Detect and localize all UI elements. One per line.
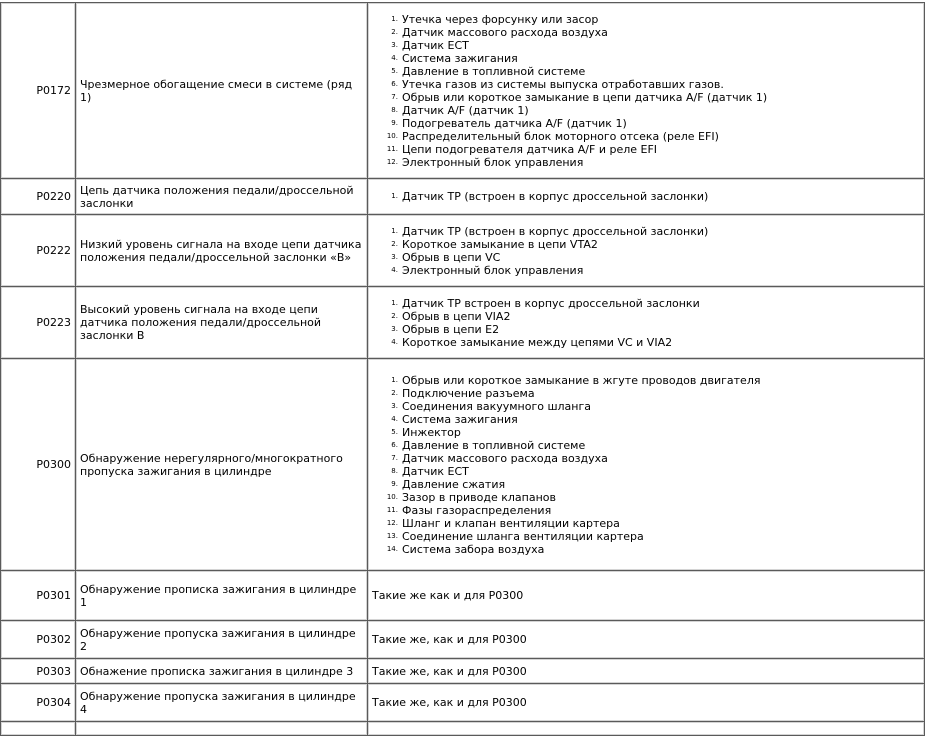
cause-item: Короткое замыкание между цепями VC и VIA2	[402, 335, 673, 349]
causes-list	[372, 374, 920, 556]
dtc-description: Цепь датчика положения педали/дроссельной заслонки	[76, 179, 368, 215]
dtc-description: Низкий уровень сигнала на входе цепи датчика положения педали/дроссельной заслонки «В»	[76, 215, 368, 287]
dtc-code: P0300	[1, 359, 76, 571]
dtc-causes	[368, 359, 925, 571]
cause-item: Соединение шланга вентиляции картера	[402, 529, 644, 543]
cause-item: Короткое замыкание в цепи VTA2	[402, 237, 598, 251]
cause-item: Давление сжатия	[402, 477, 506, 491]
table-row	[1, 215, 925, 287]
cause-item: Обрыв или короткое замыкание в цепи датчика A/F (датчик 1)	[402, 90, 768, 104]
dtc-causes	[368, 287, 925, 359]
dtc-causes-note: Такие же, как и для P0300	[368, 659, 925, 684]
dtc-causes	[368, 215, 925, 287]
causes-list	[372, 225, 920, 277]
cause-item: Шланг и клапан вентиляции картера	[402, 516, 620, 530]
cause-item: Утечка через форсунку или засор	[402, 12, 599, 26]
cause-item: Зазор в приводе клапанов	[402, 490, 556, 504]
table-row	[1, 684, 925, 722]
cause-item: Система забора воздуха	[402, 542, 545, 556]
cause-item: Фазы газораспределения	[402, 503, 552, 517]
cause-item: Датчик массового расхода воздуха	[402, 451, 608, 465]
cause-item: Датчик ТР (встроен в корпус дроссельной заслонки)	[402, 190, 709, 203]
cause-item: Датчик A/F (датчик 1)	[402, 103, 529, 117]
dtc-code: P0222	[1, 215, 76, 287]
table-row	[1, 3, 925, 179]
table-row	[1, 722, 925, 736]
causes-list	[372, 297, 920, 349]
dtc-causes	[368, 3, 925, 179]
cause-item: Электронный блок управления	[402, 155, 584, 169]
cause-item: Система зажигания	[402, 51, 518, 65]
dtc-description: Обнаружение пропуска зажигания в цилиндре 4	[76, 684, 368, 722]
cause-item: Распределительный блок моторного отсека (реле EFI)	[402, 129, 719, 143]
dtc-table	[0, 2, 925, 736]
cause-item: Система зажигания	[402, 412, 518, 426]
cause-item: Датчик ТР (встроен в корпус дроссельной заслонки)	[402, 224, 709, 238]
dtc-description: Обнажение прописка зажигания в цилиндре 3	[76, 659, 368, 684]
dtc-causes-empty	[368, 722, 925, 736]
cause-item: Давление в топливной системе	[402, 438, 586, 452]
cause-item: Подключение разъема	[402, 386, 535, 400]
dtc-causes-note: Такие же, как и для P0300	[368, 621, 925, 659]
causes-list	[372, 190, 920, 203]
cause-item: Подогреватель датчика A/F (датчик 1)	[402, 116, 627, 130]
cause-item: Электронный блок управления	[402, 263, 584, 277]
table-row	[1, 571, 925, 621]
cause-item: Датчик ЕСТ	[402, 38, 469, 52]
cause-item: Датчик массового расхода воздуха	[402, 25, 608, 39]
table-row	[1, 659, 925, 684]
dtc-description-empty	[76, 722, 368, 736]
cause-item: Обрыв в цепи Е2	[402, 322, 500, 336]
dtc-code: P0303	[1, 659, 76, 684]
dtc-code: P0172	[1, 3, 76, 179]
dtc-description: Чрезмерное обогащение смеси в системе (ряд 1)	[76, 3, 368, 179]
cause-item: Соединения вакуумного шланга	[402, 399, 592, 413]
cause-item: Датчик ТР встроен в корпус дроссельной заслонки	[402, 296, 700, 310]
dtc-code: P0302	[1, 621, 76, 659]
causes-list	[372, 13, 920, 169]
dtc-causes-note: Такие же как и для P0300	[368, 571, 925, 621]
table-row	[1, 359, 925, 571]
dtc-code-empty	[1, 722, 76, 736]
dtc-description: Обнаружение нерегулярного/многократного пропуска зажигания в цилиндре	[76, 359, 368, 571]
table-row	[1, 179, 925, 215]
cause-item: Датчик ЕСТ	[402, 464, 469, 478]
cause-item: Инжектор	[402, 425, 461, 439]
table-row	[1, 287, 925, 359]
dtc-code: P0301	[1, 571, 76, 621]
dtc-description: Обнаружение прописка зажигания в цилиндре 1	[76, 571, 368, 621]
cause-item: Цепи подогревателя датчика A/F и реле EFI	[402, 142, 658, 156]
dtc-code: P0304	[1, 684, 76, 722]
cause-item: Обрыв или короткое замыкание в жгуте проводов двигателя	[402, 373, 761, 387]
dtc-description: Обнаружение пропуска зажигания в цилиндре 2	[76, 621, 368, 659]
dtc-code: P0220	[1, 179, 76, 215]
dtc-causes-note: Такие же, как и для P0300	[368, 684, 925, 722]
cause-item: Давление в топливной системе	[402, 64, 586, 78]
dtc-code: P0223	[1, 287, 76, 359]
cause-item: Обрыв в цепи VC	[402, 250, 501, 264]
cause-item: Утечка газов из системы выпуска отработавших газов.	[402, 77, 724, 91]
table-row	[1, 621, 925, 659]
cause-item: Обрыв в цепи VIA2	[402, 309, 511, 323]
dtc-causes	[368, 179, 925, 215]
dtc-description: Высокий уровень сигнала на входе цепи датчика положения педали/дроссельной заслонки В	[76, 287, 368, 359]
